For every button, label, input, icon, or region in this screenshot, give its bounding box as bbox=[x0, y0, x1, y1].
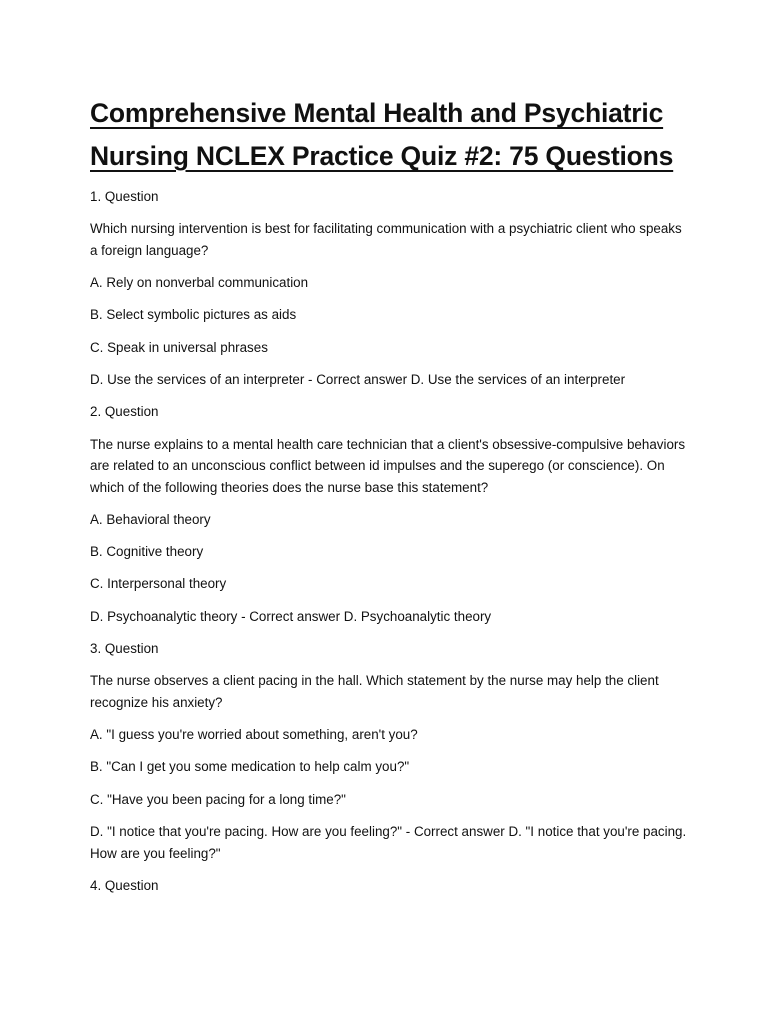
question-2-option-b: B. Cognitive theory bbox=[90, 544, 204, 560]
question-2-number: 2. Question bbox=[90, 404, 159, 420]
document-title bbox=[90, 92, 690, 178]
question-1-option-b: B. Select symbolic pictures as aids bbox=[90, 307, 297, 323]
question-1-stem: Which nursing intervention is best for facilitating communication with a psychiatric client who speaks a foreign language? bbox=[90, 221, 682, 258]
question-2-option-c: C. Interpersonal theory bbox=[90, 576, 227, 592]
question-1-option-a: A. Rely on nonverbal communication bbox=[90, 275, 309, 291]
question-3-stem: The nurse observes a client pacing in the hall. Which statement by the nurse may help the client recognize his anxiety? bbox=[90, 673, 659, 710]
question-3-option-a: A. "I guess you're worried about something, aren't you? bbox=[90, 727, 418, 743]
question-2-option-a: A. Behavioral theory bbox=[90, 511, 211, 527]
question-1-option-d-answer: D. Use the services of an interpreter - Correct answer D. Use the services of an interpreter bbox=[90, 371, 626, 387]
question-1-option-c: C. Speak in universal phrases bbox=[90, 339, 268, 355]
document-page bbox=[90, 92, 690, 907]
title-line-1: Comprehensive Mental Health and Psychiatric bbox=[90, 98, 664, 128]
question-3-option-d-answer: D. "I notice that you're pacing. How are you feeling?" - Correct answer D. "I notice that you're pacing. How are you feeling?" bbox=[90, 824, 687, 861]
question-1-number: 1. Question bbox=[90, 189, 159, 204]
question-4-number: 4. Question bbox=[90, 877, 159, 893]
question-3-option-b: B. "Can I get you some medication to help calm you?" bbox=[90, 759, 410, 775]
question-3-number: 3. Question bbox=[90, 641, 159, 657]
title-line-2: Nursing NCLEX Practice Quiz #2: 75 Questions bbox=[90, 141, 674, 171]
question-2-option-d-answer: D. Psychoanalytic theory - Correct answer D. Psychoanalytic theory bbox=[90, 608, 492, 624]
question-2-stem: The nurse explains to a mental health care technician that a client's obsessive-compulsive behaviors are related to an unconscious conflict between id impulses and the superego (or conscience). On which of the following theories does the nurse base this statement? bbox=[90, 436, 686, 495]
question-3-option-c: C. "Have you been pacing for a long time?" bbox=[90, 791, 346, 807]
